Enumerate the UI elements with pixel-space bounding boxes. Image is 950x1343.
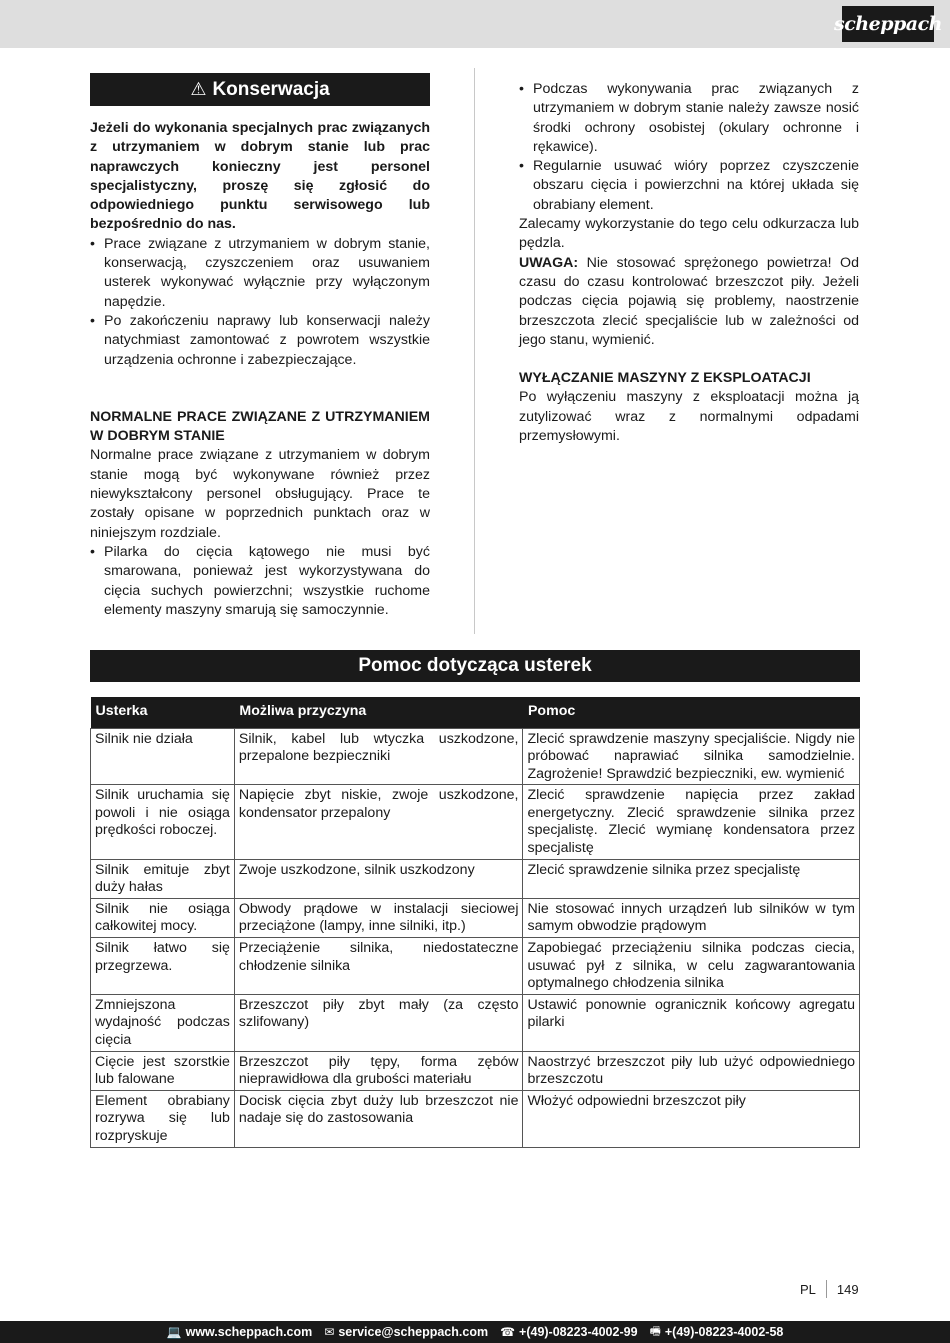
table-row — [91, 898, 860, 937]
fault-cell: Silnik nie działa — [91, 728, 235, 785]
disposal-heading: WYŁĄCZANIE MASZYNY Z EKSPLOATACJI — [519, 370, 811, 387]
fault-cell: Silnik łatwo się przegrzewa. — [91, 938, 235, 995]
fault-cell: Silnik uruchamia się powoli i nie osiąga prędkości roboczej. — [91, 785, 235, 859]
cause-cell: Napięcie zbyt niskie, zwoje uszkodzone, kondensator przepalony — [234, 785, 523, 859]
fault-cell: Silnik emituje zbyt duży hałas — [91, 859, 235, 898]
list-item: • Prace związane z utrzymaniem w dobrym stanie, konserwacją, czyszczeniem oraz usuwaniem usterek wykonywać wyłącznie przy wyłączonym napędzie. — [90, 235, 430, 312]
fault-cell: Silnik nie osiąga całkowitej mocy. — [91, 898, 235, 937]
list-item: • Regularnie usuwać wióry poprzez czyszczenie obszaru cięcia i powierzchni na której układa się obrabiany element. — [519, 157, 859, 215]
warning-label: UWAGA: — [519, 254, 579, 271]
remedy-cell: Ustawić ponownie ogranicznik końcowy agregatu pilarki — [523, 994, 860, 1051]
table-row — [91, 1090, 860, 1147]
left-column — [90, 73, 430, 620]
cause-cell: Brzeszczot piły zbyt mały (za często szlifowany) — [234, 994, 523, 1051]
cause-cell: Przeciążenie silnika, niedostateczne chłodzenie silnika — [234, 938, 523, 995]
remedy-cell: Zapobiegać przeciążeniu silnika podczas ciecia, usuwać pył z silnika, w celu zagwarantowania optymalnego chłodzenia silnika — [523, 938, 860, 995]
list-item: • Pilarka do cięcia kątowego nie musi być smarowana, ponieważ jest wykorzystywana do cięcia suchych powierzchni; wszystkie ruchome elementy maszyny smarują się samoczynnie. — [90, 543, 430, 620]
normal-maintenance-heading: NORMALNE PRACE ZWIĄZANE Z UTRZYMANIEM W DOBRYM STANIE — [90, 408, 430, 445]
phone-icon: ☎ — [500, 1325, 516, 1339]
computer-icon: 💻 — [166, 1325, 182, 1339]
cause-cell: Obwody prądowe w instalacji sieciowej przeciążone (lampy, inne silniki, itp.) — [234, 898, 523, 937]
language-code: PL — [800, 1281, 816, 1297]
footer-fax — [650, 1322, 784, 1343]
remedy-cell: Nie stosować innych urządzeń lub silników w tym samym obwodzie prądowym — [523, 898, 860, 937]
remedy-cell: Zlecić sprawdzenie maszyny specjaliście. Nigdy nie próbować naprawiać silnika samodzielnie. Zagrożenie! Sprawdzić bezpieczniki, ew. wymienić — [523, 728, 860, 785]
table-row — [91, 994, 860, 1051]
website-text: www.scheppach.com — [185, 1325, 313, 1339]
fault-cell: Zmniejszona wydajność podczas cięcia — [91, 994, 235, 1051]
column-header-remedy: Pomoc — [523, 697, 860, 728]
page-separator — [826, 1280, 827, 1298]
right-bullets — [519, 80, 859, 215]
disposal-text: Po wyłączeniu maszyny z eksploatacji można ją zutylizować wraz z normalnymi odpadami przemysłowymi. — [519, 389, 859, 445]
maintenance-intro: Jeżeli do wykonania specjalnych prac związanych z utrzymaniem w dobrym stanie lub prac naprawczych konieczny jest personel specjalistyczny, proszę się zgłosić do odpowiedniego punktu serwisowego lub bezpośrednio do nas. — [90, 120, 430, 233]
table-header-row — [91, 697, 860, 728]
maintenance-bullets — [90, 235, 430, 370]
table-row — [91, 859, 860, 898]
cause-cell: Silnik, kabel lub wtyczka uszkodzone, przepalone bezpieczniki — [234, 728, 523, 785]
list-item: • Po zakończeniu naprawy lub konserwacji należy natychmiast zamontować z powrotem wszystkie urządzenia ochronne i zabezpieczające. — [90, 312, 430, 370]
mail-icon: ✉ — [324, 1325, 335, 1339]
remedy-cell: Naostrzyć brzeszczot piły lub użyć odpowiedniego brzeszczotu — [523, 1051, 860, 1090]
normal-maintenance-bullets — [90, 543, 430, 620]
footer-email[interactable] — [324, 1325, 488, 1339]
table-row — [91, 938, 860, 995]
footer-phone[interactable] — [500, 1325, 637, 1339]
column-divider — [474, 68, 475, 634]
footer-bar — [0, 1321, 950, 1343]
cause-cell: Brzeszczot piły tępy, forma zębów nieprawidłowa dla grubości materiału — [234, 1051, 523, 1090]
remedy-cell: Zlecić sprawdzenie napięcia przez zakład energetyczny. Zlecić sprawdzenie silnika przez specjalistę. Zlecić wymianę kondensatora przez specjalistę — [523, 785, 860, 859]
table-row — [91, 1051, 860, 1090]
maintenance-title-bar — [90, 73, 430, 106]
fault-cell: Element obrabiany rozrywa się lub rozpryskuje — [91, 1090, 235, 1147]
remedy-cell: Włożyć odpowiedni brzeszczot piły — [523, 1090, 860, 1147]
remedy-cell: Zlecić sprawdzenie silnika przez specjalistę — [523, 859, 860, 898]
maintenance-title: Konserwacja — [212, 78, 330, 100]
column-header-fault: Usterka — [91, 697, 235, 728]
recommendation-text: Zalecamy wykorzystanie do tego celu odkurzacza lub pędzla. — [519, 216, 859, 252]
troubleshooting-table — [90, 697, 860, 1148]
warning-triangle-icon: ⚠ — [190, 78, 207, 99]
warning-paragraph — [519, 254, 859, 350]
page-number: 149 — [836, 1281, 859, 1297]
fax-text: +(49)-08223-4002-58 — [664, 1325, 784, 1339]
table-row — [91, 785, 860, 859]
list-item: • Podczas wykonywania prac związanych z utrzymaniem w dobrym stanie należy zawsze nosić środki ochrony osobistej (okulary ochronne i rękawice). — [519, 80, 859, 157]
top-bar — [0, 0, 950, 48]
warning-text: Nie stosować sprężonego powietrza! Od czasu do czasu kontrolować brzeszczot piły. Jeżeli podczas cięcia pojawią się problemy, naostrzenie brzeszczota zlecić specjaliście lub w zależności od jego stanu, wymienić. — [519, 254, 859, 348]
email-text: service@scheppach.com — [338, 1325, 489, 1339]
cause-cell: Zwoje uszkodzone, silnik uszkodzony — [234, 859, 523, 898]
fault-cell: Cięcie jest szorstkie lub falowane — [91, 1051, 235, 1090]
page-number-block — [800, 1280, 859, 1298]
cause-cell: Docisk cięcia zbyt duży lub brzeszczot nie nadaje się do zastosowania — [234, 1090, 523, 1147]
normal-maintenance-text: Normalne prace związane z utrzymaniem w dobrym stanie mogą być wykonywane również przez niewykształcony personel obsługujący. Prace te zostały opisane w poprzednich punktach oraz w niniejszym rozdziale. — [90, 447, 430, 541]
brand-logo: scheppach — [842, 6, 934, 42]
column-header-cause: Możliwa przyczyna — [234, 697, 523, 728]
troubleshooting-title: Pomoc dotycząca usterek — [90, 650, 860, 682]
right-column — [519, 80, 859, 446]
fax-icon: 🖷 — [649, 1323, 661, 1338]
footer-website[interactable] — [167, 1325, 313, 1339]
table-row — [91, 728, 860, 785]
phone-text: +(49)-08223-4002-99 — [519, 1325, 638, 1339]
